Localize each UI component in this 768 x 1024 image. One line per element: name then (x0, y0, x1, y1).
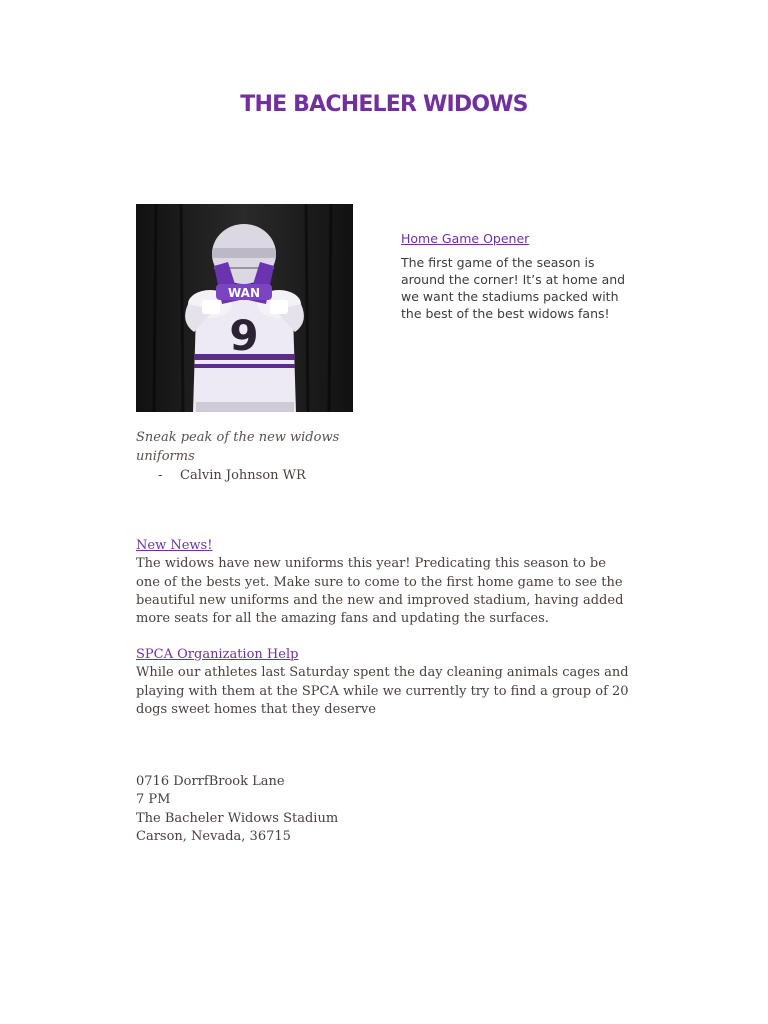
home-game-section (401, 228, 631, 322)
address-city: Carson, Nevada, 36715 (136, 828, 291, 844)
address-time: 7 PM (136, 792, 171, 808)
glove-text: WAN (227, 286, 261, 300)
page-title: THE BACHELER WIDOWS (240, 92, 528, 117)
home-game-link[interactable]: Home Game Opener (401, 231, 530, 246)
player-image (136, 204, 353, 412)
uniform-photo (136, 204, 353, 412)
photo-credit (158, 466, 306, 485)
spca-link[interactable]: SPCA Organization Help (136, 647, 299, 662)
spca-section (136, 646, 631, 719)
address-street: 0716 DorrfBrook Lane (136, 774, 285, 789)
home-game-text: The first game of the season is around the corner! It’s at home and we want the stadiums packed with the best of the best widows fans! (401, 255, 626, 321)
address-block (136, 773, 536, 846)
jersey-number: 9 (229, 311, 259, 360)
news-text: The widows have new uniforms this year! Predicating this season to be one of the bests yet. Make sure to come to the first home game to see the beautiful new uniforms and the new and improved stadium, having added more seats for all the amazing fans and updating the surfaces. (136, 556, 624, 627)
bullet-dash: - (158, 468, 163, 483)
author-name: Calvin Johnson WR (180, 468, 306, 483)
new-news-link[interactable]: New News! (136, 538, 213, 553)
news-section (136, 537, 631, 628)
spca-text: While our athletes last Saturday spent the day cleaning animals cages and playing with them at the SPCA while we currently try to find a group of 20 dogs sweet homes that they deserve (136, 665, 629, 717)
photo-caption: Sneak peak of the new widows uniforms (136, 430, 340, 464)
address-venue: The Bacheler Widows Stadium (136, 810, 339, 826)
